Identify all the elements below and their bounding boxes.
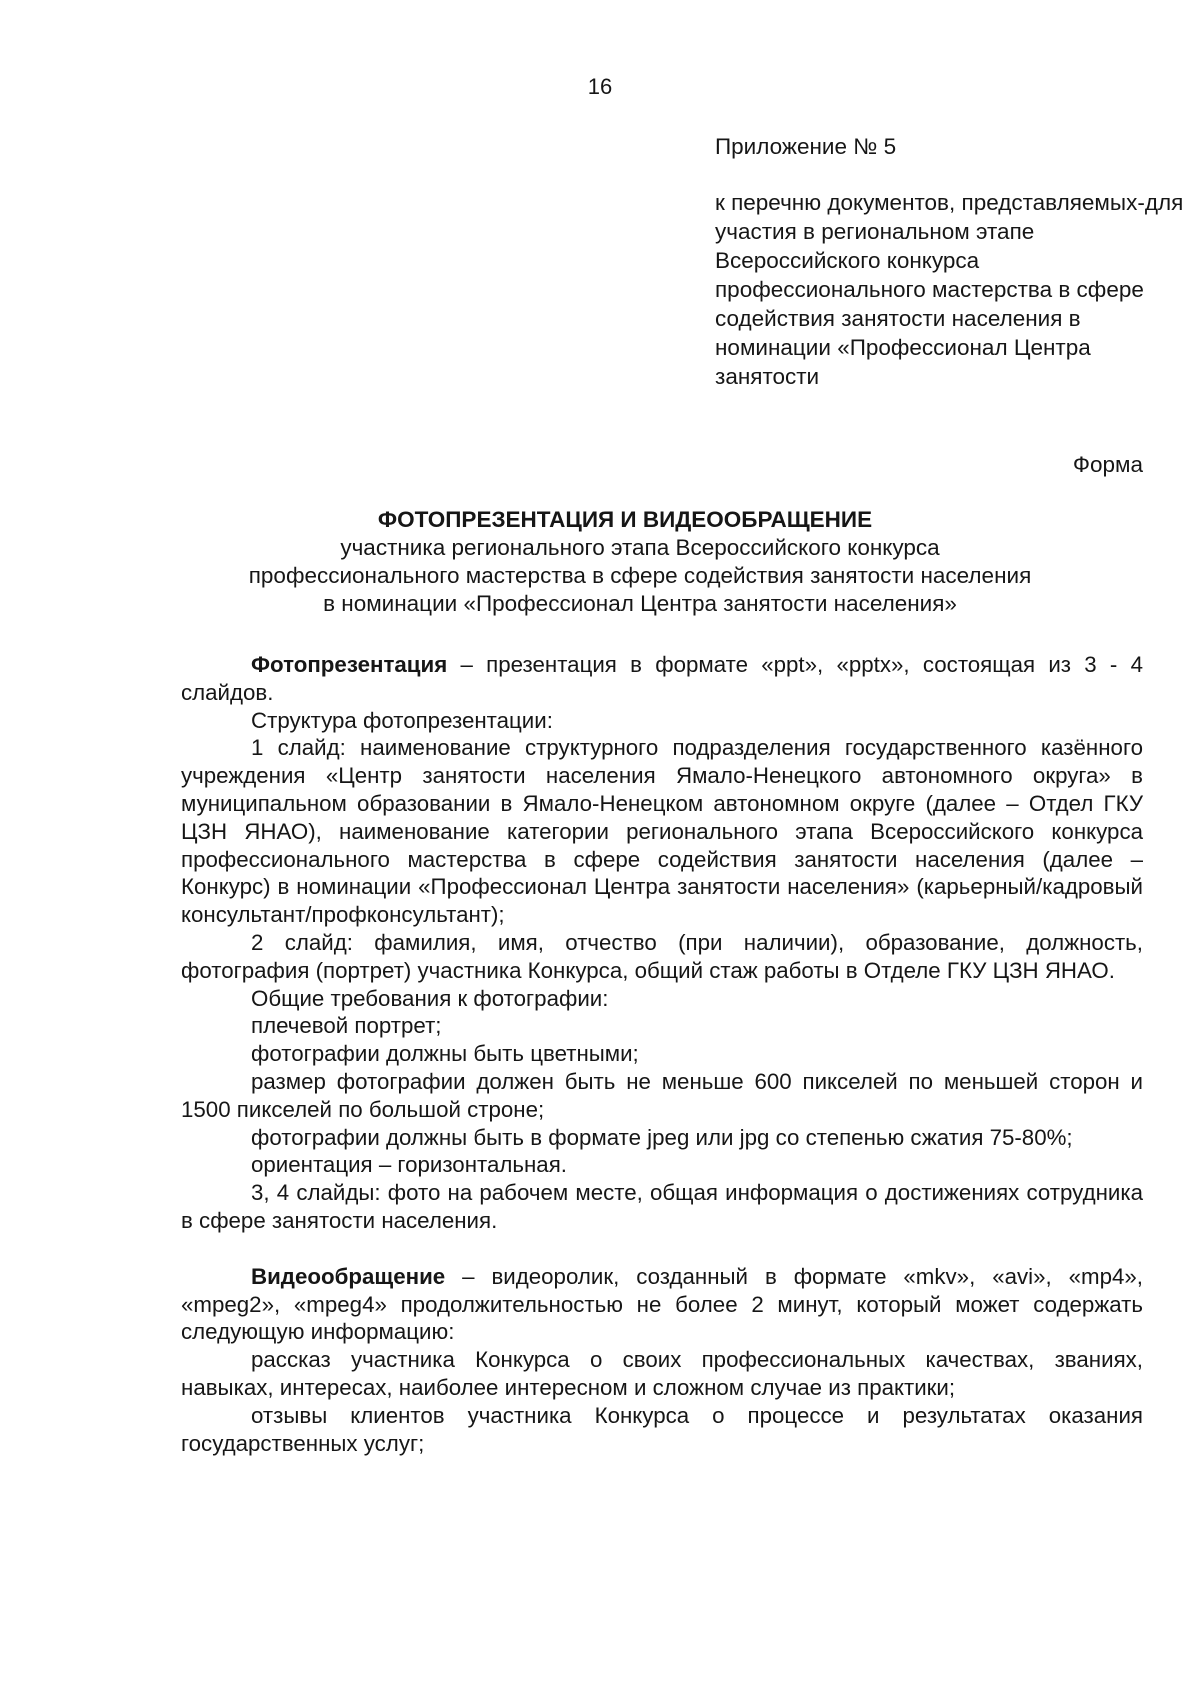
video-address-term: Видеообращение [251,1263,446,1289]
photo-requirements-label: Общие требования к фотографии: [251,985,609,1011]
photo-requirement: плечевой портрет; [251,1013,442,1039]
photo-requirement: фотографии должны быть в формате jpeg или jpg со степенью сжатия 75-80%; [251,1124,1073,1150]
document-title: ФОТОПРЕЗЕНТАЦИЯ И ВИДЕООБРАЩЕНИЕ [377,507,873,532]
structure-label: Структура фотопрезентации: [251,707,553,733]
photo-requirement: размер фотографии должен быть не меньше 600 пикселей по меньшей сторон и 1500 пикселей по большой строне; [181,1068,1143,1122]
slide-1-description: 1 слайд: наименование структурного подразделения государственного казённого учреждения «Центр занятости населения Ямало-Ненецкого автономного округа» в муниципальном образовании в Ямало-Ненецком автономном округе (далее – Отдел ГКУ ЦЗН ЯНАО), наименование категории регионального этапа Всероссийского конкурса профессионального мастерства в сфере содействия занятости населения (далее – Конкурс) в номинации «Профессионал Центра занятости населения» (карьерный/кадровый консультант/профконсультант); [181,735,1143,928]
appendix-description: к перечню документов, представляемых-для участия в региональном этапе Всероссийского конкурса профессионального мастерства в сфере содействия занятости населения в номинации «Профессионал Центра занятости [715,190,1184,389]
photo-requirement: ориентация – горизонтальная. [251,1152,567,1178]
subtitle-line: профессионального мастерства в сфере содействия занятости населения [248,563,1032,588]
photo-presentation-text: – презентация в формате «ppt», «pptx», состоящая из 3 - 4 слайдов. [181,652,1143,705]
document-body [181,651,1143,1457]
document-subtitle [70,534,1200,618]
photo-requirement: фотографии должны быть цветными; [251,1041,639,1067]
slides-3-4-description: 3, 4 слайды: фото на рабочем месте, общая информация о достижениях сотрудника в сфере занятости населения. [181,1180,1143,1233]
subtitle-line: в номинации «Профессионал Центра занятости населения» [323,591,957,616]
video-item: рассказ участника Конкурса о своих профессиональных качествах, званиях, навыках, интересах, наиболее интересном и сложном случае из практики; [181,1347,1143,1400]
photo-presentation-term: Фотопрезентация [251,652,448,677]
video-address-text: – видеоролик, созданный в формате «mkv», «avi», «mp4», «mpeg2», «mpeg4» продолжительностью не более 2 минут, который может содержать следующую информацию: [181,1263,1143,1345]
video-address-definition [181,1263,1143,1346]
paragraph-gap [181,1235,1143,1263]
appendix-title: Приложение № 5 [715,134,897,159]
subtitle-line: участника регионального этапа Всероссийского конкурса [340,535,940,560]
slide-2-description: 2 слайд: фамилия, имя, отчество (при наличии), образование, должность, фотография (портрет) участника Конкурса, общий стаж работы в Отделе ГКУ ЦЗН ЯНАО. [181,929,1143,983]
video-item: отзывы клиентов участника Конкурса о процессе и результатах оказания государственных услуг; [181,1402,1143,1456]
photo-presentation-definition [181,651,1143,707]
page-number: 16 [587,74,613,99]
form-label: Форма [1072,452,1143,477]
